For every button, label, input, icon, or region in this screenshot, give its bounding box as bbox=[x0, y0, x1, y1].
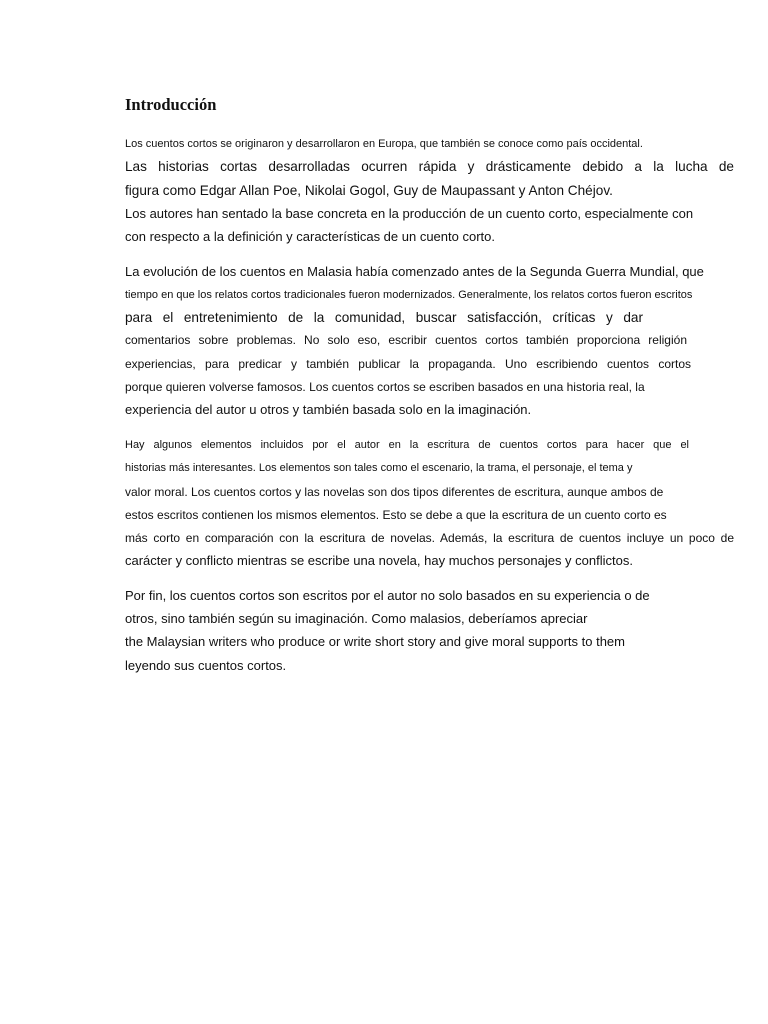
text-line: más corto en comparación con la escritura de novelas. Además, la escritura de cuentos incluye un poco de bbox=[125, 531, 734, 545]
text-line: Los cuentos cortos se originaron y desarrollaron en Europa, que también se conoce como país occidental. bbox=[125, 138, 643, 150]
text-line: carácter y conflicto mientras se escribe una novela, hay muchos personajes y conflictos. bbox=[125, 553, 633, 568]
text-line: leyendo sus cuentos cortos. bbox=[125, 658, 287, 673]
text-line: porque quieren volverse famosos. Los cuentos cortos se escriben basados en una historia real, la bbox=[125, 380, 645, 394]
text-line: the Malaysian writers who produce or write short story and give moral supports to them bbox=[125, 634, 625, 649]
text-line: experiencias, para predicar y también publicar la propaganda. Uno escribiendo cuentos cortos bbox=[125, 357, 691, 371]
text-line: experiencia del autor u otros y también basada solo en la imaginación. bbox=[125, 402, 532, 417]
text-line: historias más interesantes. Los elementos son tales como el escenario, la trama, el personaje, el tema y bbox=[125, 462, 633, 474]
text-line: estos escritos contienen los mismos elementos. Esto se debe a que la escritura de un cuento corto es bbox=[125, 508, 667, 522]
text-line: otros, sino también según su imaginación. Como malasios, deberíamos apreciar bbox=[125, 611, 588, 626]
text-line: valor moral. Los cuentos cortos y las novelas son dos tipos diferentes de escritura, aunque ambos de bbox=[125, 485, 664, 499]
text-line: Hay algunos elementos incluidos por el autor en la escritura de cuentos cortos para hacer que el bbox=[125, 439, 689, 451]
text-line: tiempo en que los relatos cortos tradicionales fueron modernizados. Generalmente, los relatos cortos fueron escritos bbox=[125, 289, 693, 301]
text-line: con respecto a la definición y características de un cuento corto. bbox=[125, 229, 495, 244]
text-line: La evolución de los cuentos en Malasia había comenzado antes de la Segunda Guerra Mundial, que bbox=[125, 264, 704, 279]
text-line: figura como Edgar Allan Poe, Nikolai Gogol, Guy de Maupassant y Anton Chéjov. bbox=[125, 183, 613, 198]
text-line: comentarios sobre problemas. No solo eso, escribir cuentos cortos también proporciona religión bbox=[125, 333, 687, 347]
text-line: Los autores han sentado la base concreta en la producción de un cuento corto, especialmente con bbox=[125, 206, 694, 221]
page-title: Introducción bbox=[125, 95, 217, 114]
text-line: Por fin, los cuentos cortos son escritos por el autor no solo basados en su experiencia o de bbox=[125, 588, 650, 603]
text-line: Las historias cortas desarrolladas ocurren rápida y drásticamente debido a la lucha de bbox=[125, 159, 734, 174]
text-line: para el entretenimiento de la comunidad, buscar satisfacción, críticas y dar bbox=[125, 310, 643, 325]
